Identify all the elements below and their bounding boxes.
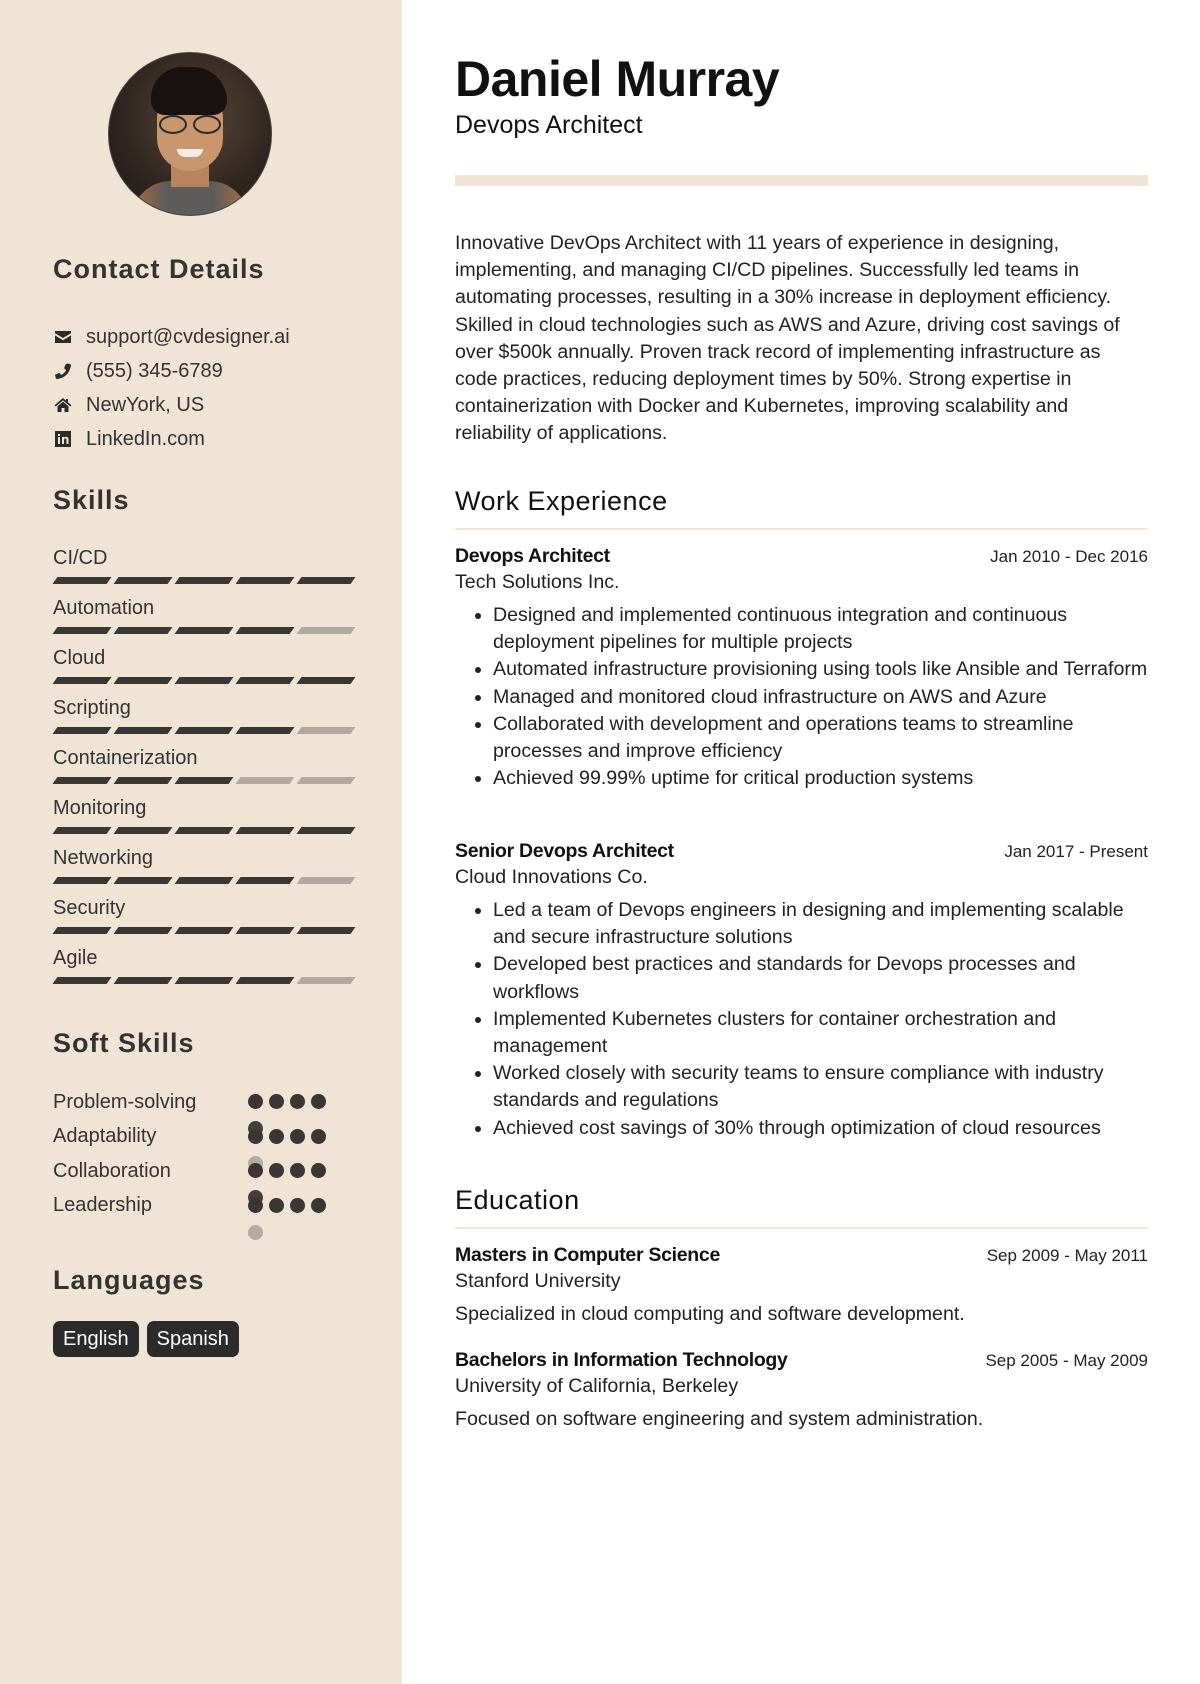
education-dates: Sep 2005 - May 2009	[985, 1351, 1148, 1370]
skill-level-segment	[114, 927, 173, 934]
level-dot	[311, 1163, 326, 1178]
soft-skills-heading: Soft Skills	[53, 1028, 195, 1058]
contact-list	[53, 320, 290, 456]
skill-level-bar	[53, 577, 353, 584]
job-entry-1	[455, 545, 1148, 792]
summary-paragraph: Innovative DevOps Architect with 11 years of experience in designing, implementing, and managing CI/CD pipelines. Successfully led teams in automating processes, resulting in a 30% increase in deployment efficiency. Skilled in cloud technologies such as AWS and Azure, driving cost savings of over $500k annually. Proven track record of implementing infrastructure as code practices, reducing deployment times by 50%. Strong expertise in containerization with Docker and Kubernetes, improving scalability and reliability of applications.	[455, 232, 1120, 445]
skill-level-segment	[236, 777, 295, 784]
job-bullet: • Achieved cost savings of 30% through optimization of cloud resources	[493, 1115, 1148, 1142]
skill-level-segment	[114, 777, 173, 784]
soft-skill-level-dots	[248, 1163, 336, 1181]
soft-skill-item	[53, 1154, 383, 1189]
job-bullets	[455, 897, 1148, 1142]
skill-level-bar	[53, 627, 353, 634]
education-description: Specialized in cloud computing and software development.	[455, 1303, 965, 1325]
skill-label: Monitoring	[53, 797, 147, 819]
skill-level-segment	[236, 577, 295, 584]
level-dot	[248, 1198, 263, 1213]
soft-skills-list	[53, 1085, 383, 1223]
skill-level-segment	[53, 727, 112, 734]
skill-level-segment	[175, 577, 234, 584]
phone-icon	[53, 362, 73, 380]
envelope-icon	[53, 328, 73, 346]
soft-skill-label: Leadership	[53, 1194, 152, 1217]
contact-email-text: support@cvdesigner.ai	[86, 325, 290, 348]
work-experience-divider	[455, 528, 1148, 530]
level-dot	[311, 1198, 326, 1213]
job-bullet: • Worked closely with security teams to ensure compliance with industry standards and regulations	[493, 1060, 1148, 1114]
skill-level-segment	[114, 877, 173, 884]
skill-level-bar	[53, 977, 353, 984]
skill-level-segment	[175, 777, 234, 784]
contact-phone-text: (555) 345-6789	[86, 359, 223, 382]
skill-item	[53, 893, 353, 943]
skill-label: Security	[53, 897, 126, 919]
skill-level-bar	[53, 777, 353, 784]
job-title: Devops Architect	[455, 545, 610, 567]
level-dot	[290, 1094, 305, 1109]
skill-level-segment	[114, 977, 173, 984]
soft-skill-level-dots	[248, 1094, 336, 1112]
job-bullet: • Achieved 99.99% uptime for critical production systems	[493, 765, 1148, 792]
soft-skill-item	[53, 1120, 383, 1155]
contact-location	[53, 388, 290, 422]
candidate-title: Devops Architect	[455, 111, 643, 139]
level-dot	[269, 1198, 284, 1213]
skill-level-segment	[175, 927, 234, 934]
skill-level-segment	[236, 627, 295, 634]
level-dot	[290, 1198, 305, 1213]
level-dot	[269, 1094, 284, 1109]
skill-level-segment	[53, 577, 112, 584]
skill-level-segment	[236, 727, 295, 734]
skill-level-segment	[297, 677, 356, 684]
skill-level-segment	[53, 677, 112, 684]
skill-level-bar	[53, 677, 353, 684]
skill-level-segment	[236, 977, 295, 984]
skill-level-segment	[53, 627, 112, 634]
soft-skill-label: Problem-solving	[53, 1090, 197, 1113]
work-experience-heading: Work Experience	[455, 486, 668, 516]
sidebar	[0, 0, 402, 1684]
skills-list	[53, 543, 353, 993]
job-bullet: • Automated infrastructure provisioning using tools like Ansible and Terraform	[493, 656, 1148, 683]
level-dot	[248, 1225, 263, 1240]
skill-level-segment	[236, 927, 295, 934]
candidate-name: Daniel Murray	[455, 51, 780, 107]
skill-level-segment	[53, 877, 112, 884]
level-dot	[311, 1129, 326, 1144]
skill-level-segment	[297, 877, 356, 884]
skill-label: Cloud	[53, 647, 106, 669]
skill-level-segment	[297, 827, 356, 834]
job-bullets	[455, 602, 1148, 792]
contact-linkedin-text: LinkedIn.com	[86, 427, 205, 450]
soft-skill-label: Collaboration	[53, 1159, 171, 1182]
contact-location-text: NewYork, US	[86, 393, 205, 416]
skill-level-segment	[297, 627, 356, 634]
school-name: Stanford University	[455, 1270, 621, 1292]
header-divider	[455, 175, 1148, 186]
skill-level-bar	[53, 827, 353, 834]
education-entry-1	[455, 1244, 1148, 1326]
skill-level-segment	[114, 577, 173, 584]
skill-level-segment	[114, 727, 173, 734]
skill-level-segment	[114, 627, 173, 634]
education-dates: Sep 2009 - May 2011	[986, 1246, 1148, 1265]
contact-email[interactable]	[53, 320, 290, 354]
skill-level-segment	[236, 677, 295, 684]
skill-label: Agile	[53, 947, 98, 969]
skill-label: Scripting	[53, 697, 131, 719]
skill-level-segment	[297, 577, 356, 584]
skill-level-segment	[175, 627, 234, 634]
skill-item	[53, 593, 353, 643]
job-bullet: • Implemented Kubernetes clusters for container orchestration and management	[493, 1006, 1148, 1060]
soft-skill-label: Adaptability	[53, 1125, 157, 1148]
job-company: Cloud Innovations Co.	[455, 866, 648, 888]
skill-label: Networking	[53, 847, 154, 869]
level-dot	[290, 1129, 305, 1144]
skill-level-segment	[297, 777, 356, 784]
skills-heading: Skills	[53, 485, 130, 515]
degree-title: Masters in Computer Science	[455, 1244, 720, 1266]
level-dot	[269, 1129, 284, 1144]
skill-level-segment	[175, 827, 234, 834]
skill-level-segment	[53, 827, 112, 834]
skill-item	[53, 643, 353, 693]
job-bullet: • Led a team of Devops engineers in designing and implementing scalable and secure infrastructure solutions	[493, 897, 1148, 951]
level-dot	[248, 1094, 263, 1109]
skill-level-segment	[175, 677, 234, 684]
job-bullet: • Managed and monitored cloud infrastructure on AWS and Azure	[493, 684, 1148, 711]
education-entry-2	[455, 1349, 1148, 1431]
contact-phone[interactable]	[53, 354, 290, 388]
job-dates: Jan 2010 - Dec 2016	[990, 547, 1148, 566]
level-dot	[269, 1163, 284, 1178]
home-icon	[53, 396, 73, 414]
contact-linkedin[interactable]	[53, 422, 290, 456]
soft-skill-item	[53, 1189, 383, 1224]
school-name: University of California, Berkeley	[455, 1375, 739, 1397]
skill-item	[53, 743, 353, 793]
skill-level-segment	[53, 977, 112, 984]
level-dot	[248, 1163, 263, 1178]
skill-level-segment	[236, 877, 295, 884]
skill-label: Containerization	[53, 747, 198, 769]
skill-level-segment	[297, 977, 356, 984]
skill-item	[53, 793, 353, 843]
skill-level-segment	[297, 727, 356, 734]
skill-level-bar	[53, 877, 353, 884]
skill-item	[53, 693, 353, 743]
skill-label: Automation	[53, 597, 155, 619]
degree-title: Bachelors in Information Technology	[455, 1349, 788, 1371]
profile-photo	[108, 52, 272, 216]
skill-level-segment	[175, 727, 234, 734]
job-bullet: • Collaborated with development and operations teams to streamline processes and improve efficiency	[493, 711, 1148, 765]
level-dot	[311, 1094, 326, 1109]
skill-label: CI/CD	[53, 547, 108, 569]
skill-item	[53, 843, 353, 893]
skill-level-segment	[53, 777, 112, 784]
skill-level-segment	[236, 827, 295, 834]
languages-list	[53, 1321, 239, 1357]
education-description: Focused on software engineering and system administration.	[455, 1408, 984, 1430]
level-dot	[248, 1129, 263, 1144]
soft-skill-level-dots	[248, 1198, 336, 1216]
skill-item	[53, 943, 353, 993]
level-dot	[290, 1163, 305, 1178]
skill-item	[53, 543, 353, 593]
languages-heading: Languages	[53, 1265, 205, 1295]
skill-level-segment	[175, 877, 234, 884]
skill-level-segment	[53, 927, 112, 934]
contact-details-heading: Contact Details	[53, 254, 265, 284]
job-company: Tech Solutions Inc.	[455, 571, 620, 593]
job-dates: Jan 2017 - Present	[1004, 842, 1148, 861]
soft-skill-item	[53, 1085, 383, 1120]
skill-level-segment	[114, 827, 173, 834]
skill-level-segment	[175, 977, 234, 984]
skill-level-bar	[53, 727, 353, 734]
job-bullet: • Developed best practices and standards for Devops processes and workflows	[493, 951, 1148, 1005]
soft-skill-level-dots	[248, 1129, 336, 1147]
language-chip-english: English	[53, 1321, 139, 1357]
skill-level-segment	[114, 677, 173, 684]
job-bullet: • Designed and implemented continuous integration and continuous deployment pipelines for multiple projects	[493, 602, 1148, 656]
education-divider	[455, 1227, 1148, 1229]
skill-level-bar	[53, 927, 353, 934]
job-title: Senior Devops Architect	[455, 840, 674, 862]
education-heading: Education	[455, 1185, 580, 1215]
linkedin-icon	[53, 430, 73, 448]
job-entry-2	[455, 840, 1148, 1142]
skill-level-segment	[297, 927, 356, 934]
language-chip-spanish: Spanish	[147, 1321, 239, 1357]
